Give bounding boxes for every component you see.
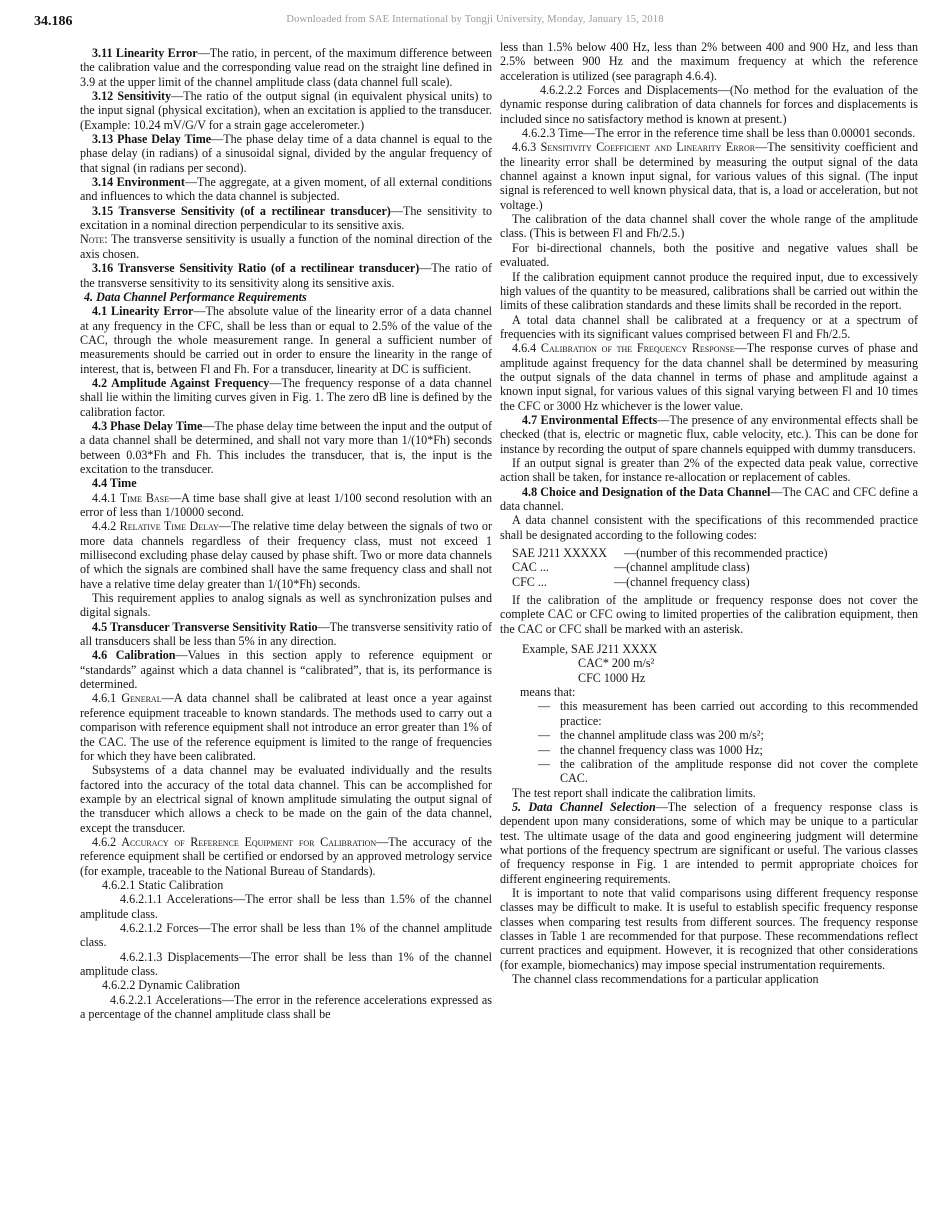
paragraph: Subsystems of a data channel may be evaluated individually and the results factored into the accuracy of the total data channel. This can be accomplished for example by an electrical signal of known amplitude simulating the output signal of the transducer which allows a check to be made on the gain of the data channel, except the transducer. [80, 763, 492, 835]
section-body: —The ratio of the transverse sensitivity to its sensitivity along its sensitive axis. [80, 261, 492, 290]
list-item: — the calibration of the amplitude response did not cover the complete CAC. [538, 757, 918, 786]
left-column [80, 46, 492, 1021]
section-4-4-2 [80, 519, 492, 591]
code-value: —(channel amplitude class) [614, 560, 750, 575]
section-title: 3.15 Transverse Sensitivity (of a rectilinear transducer) [92, 203, 391, 218]
subsection-body: —A time base shall give at least 1/100 second resolution with an error of less than 1/10000 second. [80, 490, 492, 519]
section-title: 4.2 Amplitude Against Frequency [92, 375, 270, 390]
paragraph: The calibration of the data channel shall cover the whole range of the amplitude class. (This is between Fl and Fh/2.5.) [500, 212, 918, 241]
paragraph: A data channel consistent with the specifications of this recommended practice shall be designated according to the following codes: [500, 513, 918, 542]
section-3-13 [80, 132, 492, 175]
code-value: —(channel frequency class) [614, 574, 750, 589]
code-row [512, 560, 918, 574]
code-key: CAC ... [512, 560, 549, 575]
section-body: —The sensitivity to excitation in a nominal direction perpendicular to its sensitive axis. [80, 203, 492, 233]
section-4-6-4 [500, 341, 918, 413]
paragraph: If an output signal is greater than 2% of the expected data peak value, corrective action shall be taken, for instance re-allocation or replacement of cables. [500, 455, 918, 485]
subsection-body: —The relative time delay between the signals of two or more data channels regardless of their frequency class, must not exceed 1 millisecond excluding phase delay caused by phase shift. Two or more data channels of which the signals are combined shall have the same frequency class and shall not have a relative time delay greater than 1/(10*Fh) seconds. [80, 519, 492, 591]
section-5 [500, 800, 918, 886]
section-3-12 [80, 89, 492, 132]
section-title: 3.14 Environment [92, 175, 185, 190]
subsection-label: 4.6.2 Accuracy of Reference Equipment for Calibration [92, 834, 377, 849]
section-title: 3.13 Phase Delay Time [92, 132, 212, 147]
section-4-4-heading: 4.4 Time [92, 476, 137, 491]
section-body: —The aggregate, at a given moment, of all external conditions and influences to which the data channel is subjected. [80, 175, 492, 204]
paragraph: It is important to note that valid comparisons using different frequency response classes may be difficult to make. It is useful to establish specific frequency response classes when comparing test results from different sources. The frequency response classes in Table 1 are recommended for that purpose. These recommendations reflect current practices and equipment. However, it is recognized that other considerations (for example, biomechanics) may impose special instrumentation requirements. [500, 885, 918, 972]
section-4-6-2-1: 4.6.2.1 Static Calibration [102, 877, 224, 892]
list-item: — the channel frequency class was 1000 Hz; [538, 743, 918, 757]
example-line: CAC* 200 m/s² [578, 656, 655, 671]
section-title: 4.6 Calibration [92, 648, 176, 663]
code-value: —(number of this recommended practice) [624, 546, 828, 561]
subsection-body: —A data channel shall be calibrated at least once a year against reference equipment traceable to known standards. The methods used to carry out a comparison with reference equipment shall not introduce an error greater than 1% of the CAC. The use of the reference equipment is limited to the range of frequencies for which they have been calibrated. [80, 691, 492, 763]
section-4-6-2-2-2: 4.6.2.2.2 Forces and Displacements—(No method for the evaluation of the dynamic response during calibration of data channels for forces and displacements is included since no satisfactory method is known at present.) [500, 83, 918, 126]
example-line: Example, SAE J211 XXXX [522, 642, 658, 657]
paragraph: If the calibration of the amplitude or frequency response does not cover the complete CAC or CFC owing to limited properties of the calibration equipment, then the CAC or CFC shall be marked with an asterisk. [500, 593, 918, 636]
subsection-body: —The accuracy of the reference equipment shall be certified or endorsed by an approved metrology service (for example, traceable to the National Bureau of Standards). [80, 834, 492, 878]
section-4-6-2-1-3: 4.6.2.1.3 Displacements—The error shall be less than 1% of the channel amplitude class. [80, 949, 492, 978]
section-body: —The frequency response of a data channel shall lie within the limiting curves given in Fig. 1. The zero dB line is defined by the calibration factor. [80, 375, 493, 419]
download-watermark: Downloaded from SAE International by Tongji University, Monday, January 15, 2018 [286, 14, 664, 25]
note-label: Note [80, 232, 105, 247]
paragraph: This requirement applies to analog signals as well as synchronization pulses and digital signals. [80, 591, 492, 620]
section-3-14 [80, 175, 492, 204]
paragraph: For bi-directional channels, both the positive and negative values shall be evaluated. [500, 240, 918, 270]
section-4-2 [80, 376, 492, 419]
continued-paragraph: less than 1.5% below 400 Hz, less than 2% between 400 and 900 Hz, and less than 2.5% between 900 Hz and the maximum frequency at which the reference acceleration is utilized (see paragraph 4.6.4). [500, 40, 918, 83]
section-4-8 [500, 485, 918, 514]
section-4-6-1 [80, 691, 492, 763]
subsection-label: 4.4.2 Relative Time Delay [92, 519, 219, 534]
section-3-15 [80, 204, 492, 233]
section-title: 4.5 Transducer Transverse Sensitivity Ratio [92, 619, 318, 634]
section-body: —The phase delay time of a data channel is equal to the phase delay (in radians) of a sinusoidal signal, divided by the angular frequency of that signal (in radians per second). [80, 132, 492, 175]
code-key: SAE J211 XXXXX [512, 546, 607, 561]
section-title: 4.3 Phase Delay Time [92, 418, 203, 433]
section-title: 3.11 Linearity Error [92, 46, 198, 60]
section-4-6-3 [500, 140, 918, 212]
section-body: —The CAC and CFC define a data channel. [500, 484, 918, 513]
meaning-list [538, 699, 918, 785]
section-title: 5. Data Channel Selection [512, 799, 656, 814]
code-key: CFC ... [512, 574, 547, 589]
section-3-16 [80, 261, 492, 290]
section-4-6-2-3: 4.6.2.3 Time—The error in the reference time shall be less than 0.00001 seconds. [522, 126, 916, 141]
subsection-body: —The response curves of phase and amplitude against frequency for the data channel shall be determined by measuring the output signals of the data channel in terms of phase and amplitude against a known input signal, for various values of this signal varying between Fl and 10 times the CFC or 3000 Hz whichever is the lower value. [500, 341, 919, 413]
section-title: 4.1 Linearity Error [92, 304, 194, 319]
page-number: 34.186 [34, 14, 73, 29]
section-title: 3.12 Sensitivity [92, 89, 172, 104]
code-row [512, 546, 918, 560]
list-item: — this measurement has been carried out according to this recommended practice: [538, 699, 918, 728]
section-4-1 [80, 304, 492, 376]
section-4-6-2-2: 4.6.2.2 Dynamic Calibration [102, 978, 241, 993]
paragraph: A total data channel shall be calibrated at a frequency or at a spectrum of frequencies with its significant values comprised between Fl and Fh/2.5. [500, 312, 918, 341]
example-line: CFC 1000 Hz [578, 670, 646, 685]
paragraph: If the calibration equipment cannot produce the required input, due to excessively high values of the quantity to be measured, calibrations shall be carried out within the limits of these calibration standards and these limits shall be recorded in the report. [500, 269, 918, 313]
paragraph: The channel class recommendations for a particular application [512, 972, 819, 986]
subsection-label: 4.6.1 General [92, 691, 162, 706]
section-4-4-1 [80, 491, 492, 520]
list-item: — the channel amplitude class was 200 m/s²; [538, 728, 918, 742]
section-title: 3.16 Transverse Sensitivity Ratio (of a rectilinear transducer) [92, 261, 420, 276]
section-title: 4.7 Environmental Effects [522, 412, 658, 427]
section-4-3 [80, 419, 492, 476]
section-body: —The absolute value of the linearity error of a data channel at any frequency in the CFC, shall be less than or equal to 2.5% of the value of the CAC, through the whole measurement range. In general a sufficient number of measurements should be carried out in order to ensure the linearity in the range of interest, that is, between Fl and Fh. For a transducer, linearity at DC is sufficient. [80, 304, 493, 376]
means-that: means that: [520, 685, 576, 700]
section-body: —Values in this section apply to reference equipment or “standards” against which a data channel is “calibrated”, that is, its performance is determined. [80, 648, 492, 692]
section-3-11 [80, 46, 492, 89]
code-row [512, 575, 918, 589]
section-body: —The transverse sensitivity ratio of all transducers shall be less than 5% in any direction. [80, 619, 492, 649]
subsection-body: —The sensitivity coefficient and the linearity error shall be determined by measuring the output signal of the data channel against a known input signal, for various values of this signal. (The input signal is referenced to well known physical data, that is, a load or acceleration, but not voltage.) [500, 140, 918, 212]
note-paragraph [80, 232, 492, 261]
paragraph: The test report shall indicate the calibration limits. [512, 785, 756, 800]
section-4-6-2-1-1: 4.6.2.1.1 Accelerations—The error shall be less than 1.5% of the channel amplitude class. [80, 892, 492, 921]
note-body: : The transverse sensitivity is usually a function of the nominal direction of the axis chosen. [80, 232, 492, 261]
subsection-label: 4.4.1 Time Base [92, 490, 169, 505]
section-4-6-2-1-2: 4.6.2.1.2 Forces—The error shall be less than 1% of the channel amplitude class. [80, 920, 492, 950]
section-body: —The phase delay time between the input and the output of a data channel shall be determined, and shall not vary more than 1/(10*Fh) seconds between 0.03*Fh and Fh. This includes the transducer, that is, the input is the excitation to the transducer. [80, 418, 492, 476]
section-4-6-2-2-1: 4.6.2.2.1 Accelerations—The error in the reference accelerations expressed as a percentage of the channel amplitude class shall be [80, 992, 492, 1022]
section-4-7 [500, 413, 918, 456]
designation-codes [512, 546, 918, 589]
section-4-6-2 [80, 835, 492, 878]
section-body: —The selection of a frequency response class is dependent upon many considerations, some of which may be unique to a particular test. The ultimate usage of the data and good engineering judgment will determine what portions of the frequency spectrum are significant or useful. The various classes of frequency response in Fig. 1 are intended to permit appropriate choices for different engineering requirements. [500, 799, 918, 886]
section-4-heading: 4. Data Channel Performance Requirements [84, 289, 307, 304]
section-body: —The ratio, in percent, of the maximum difference between the calibration value and the corresponding value read on the straight line defined in 3.9 at the upper limit of the channel amplitude class (data channel full scale). [80, 46, 492, 89]
subsection-label: 4.6.3 Sensitivity Coefficient and Linearity Error [512, 140, 756, 155]
section-4-6 [80, 648, 492, 691]
right-column [500, 40, 918, 986]
section-body: —The presence of any environmental effects shall be checked (that is, electric or magnetic flux, cable velocity, etc.). This can be done for instance by recording the output of spare channels equipped with dummy transducers. [500, 412, 918, 456]
example-block [522, 642, 918, 685]
section-body: —The ratio of the output signal (in equivalent physical units) to the input signal (physical excitation), when an excitation is applied to the transducer. (Example: 10.24 mV/G/V for a strain gage accelerometer.) [80, 89, 493, 132]
subsection-label: 4.6.4 Calibration of the Frequency Response [512, 341, 735, 356]
section-title: 4.8 Choice and Designation of the Data Channel [522, 484, 771, 499]
section-4-5 [80, 620, 492, 649]
